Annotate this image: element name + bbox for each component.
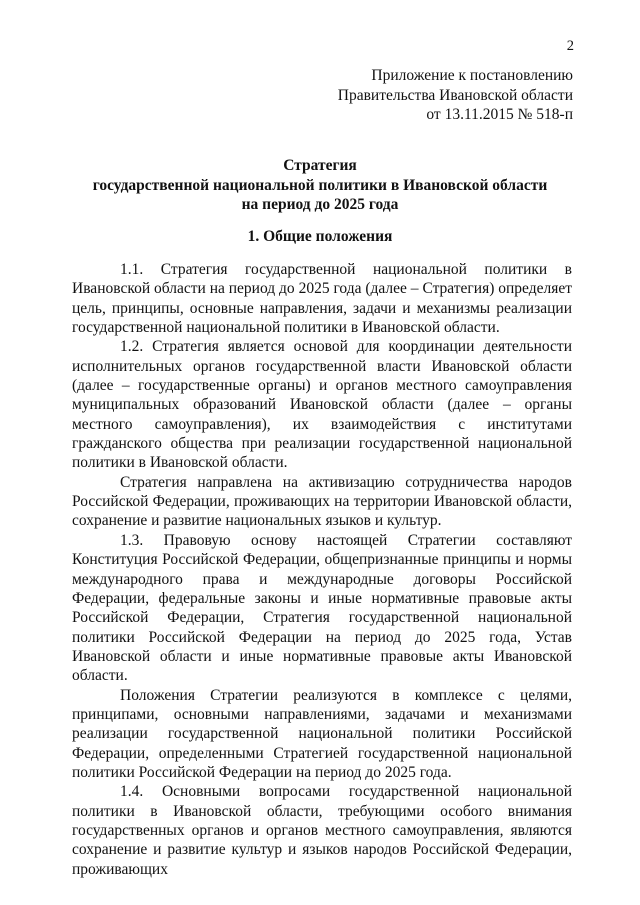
title-line: на период до 2025 года [241,196,399,213]
annex-line: Приложение к постановлению [371,67,573,84]
paragraph: Положения Стратегии реализуются в комплексе с целями, принципами, основными направлениями, задачами и механизмами реализации государственной национальной политики Российской Федерации, определенными Стратегией государственной национальной политики Российской Федерации на период до 2025 года. [72,686,572,781]
paragraph: 1.3. Правовую основу настоящей Стратегии составляют Конституция Российской Федерации, общепризнанные принципы и нормы международного права и международные договоры Российской Федерации, федеральные законы и иные нормативные правовые акты Российской Федерации, Стратегия государственной национальной политики Российской Федерации на период до 2025 года, Устав Ивановской области и иные нормативные правовые акты Ивановской области. [72,531,572,685]
title-line: Стратегия [283,157,357,174]
page-number: 2 [566,38,574,54]
annex-line: от 13.11.2015 № 518-п [426,106,573,123]
annex-line: Правительства Ивановской области [337,86,573,104]
paragraph: 1.2. Стратегия является основой для координации деятельности исполнительных органов государственной власти Ивановской области (далее – государственные органы) и органов местного самоуправления муниципальных образований Ивановской области (далее – органы местного самоуправления), их взаимодействия с институтами гражданского общества при реализации государственной национальной политики в Ивановской области. [72,338,572,472]
section-heading: 1. Общие положения [247,228,393,245]
document-title [70,156,570,215]
annex-header [338,66,573,125]
paragraph: 1.4. Основными вопросами государственной национальной политики в Ивановской области, требующими особого внимания государственных органов и органов местного самоуправления, являются сохранение и развитие культур и языков народов Российской Федерации, проживающих [72,783,572,878]
title-line: государственной национальной политики в Ивановской области [92,176,548,194]
paragraph: Стратегия направлена на активизацию сотрудничества народов Российской Федерации, проживающих на территории Ивановской области, сохранение и развитие национальных языков и культур. [72,473,572,530]
paragraph: 1.1. Стратегия государственной национальной политики в Ивановской области на период до 2025 года (далее – Стратегия) определяет цель, принципы, основные направления, задачи и механизмы реализации государственной национальной политики в Ивановской области. [72,261,572,337]
body-text [72,260,572,879]
